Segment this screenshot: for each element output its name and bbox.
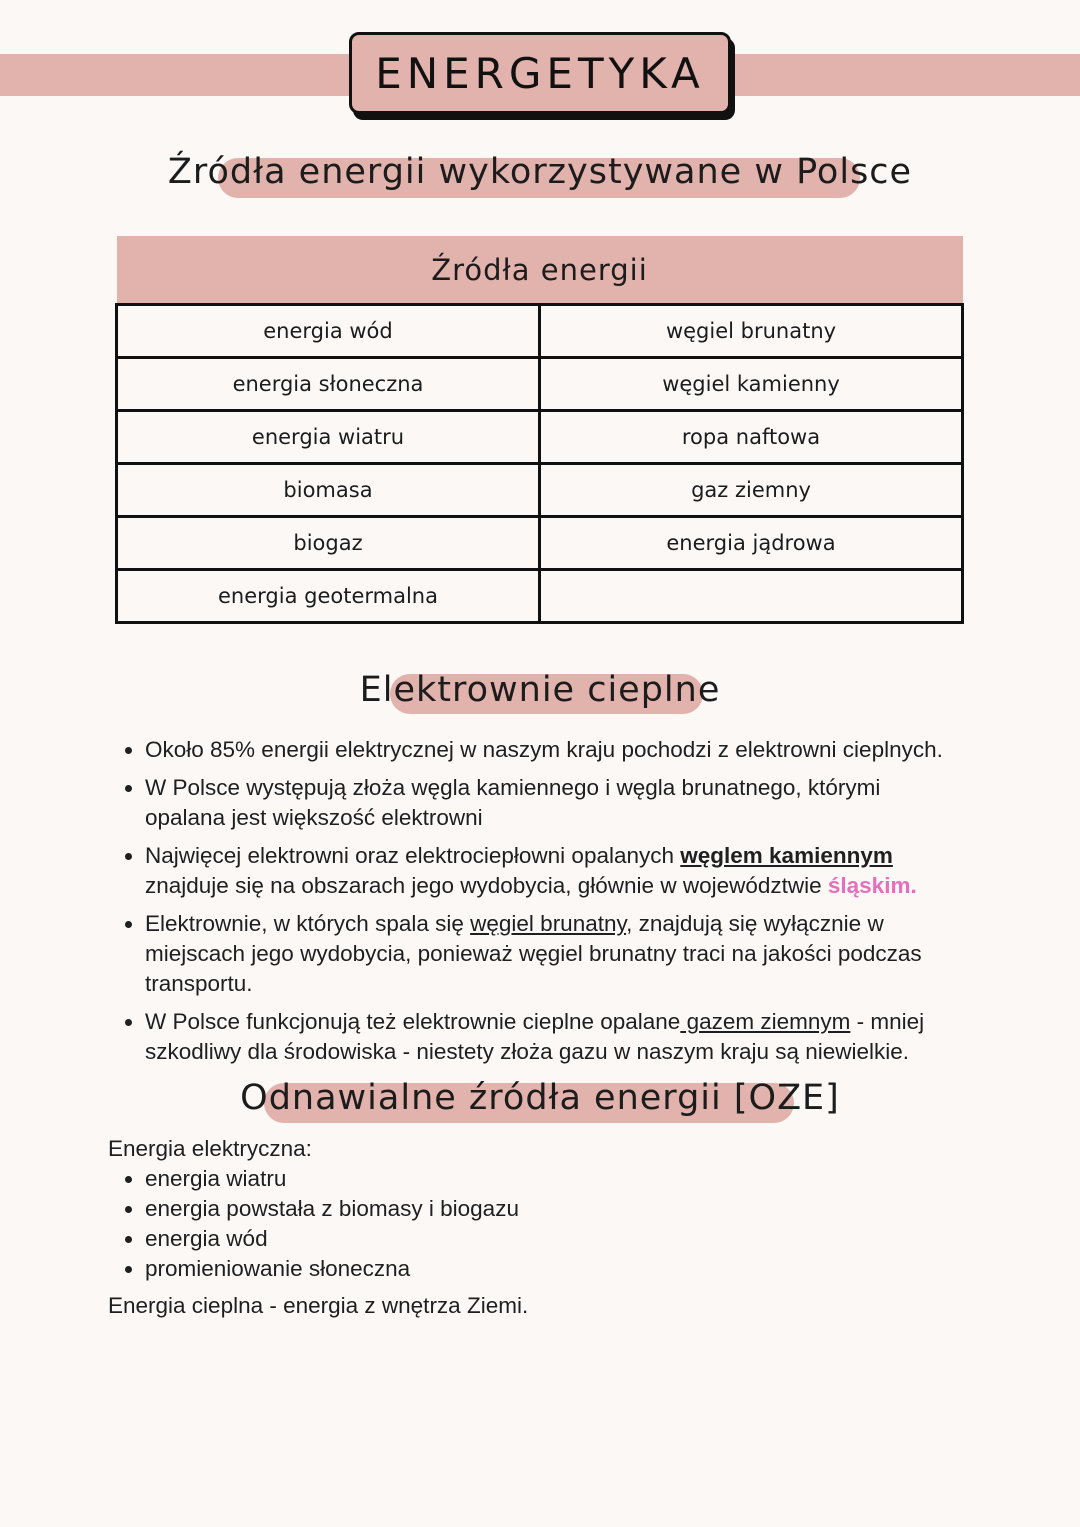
section-heading-thermal [0, 670, 1080, 710]
section-heading-oze [0, 1078, 1080, 1118]
oze-list [108, 1164, 945, 1284]
bullet-text: - mniej szkodliwy dla środowiska - niestety złoża gazu w naszym kraju są niewielkie. [145, 1009, 925, 1064]
table-cell: biogaz [117, 517, 540, 570]
section-heading-thermal-text: Elektrownie cieplne [359, 670, 721, 710]
underlined-term: węgiel brunatny [470, 911, 627, 936]
bullet-text: znajduje się na obszarach jego wydobycia, głównie w województwie [145, 873, 828, 898]
list-item: • energia wiatru [145, 1164, 945, 1194]
bold-underlined-term: węglem kamiennym [680, 843, 893, 868]
table-row [117, 358, 963, 411]
table-row [117, 464, 963, 517]
table-cell: węgiel brunatny [540, 305, 963, 358]
table-cell: gaz ziemny [540, 464, 963, 517]
table-cell: energia wód [117, 305, 540, 358]
bullet-text: Najwięcej elektrowni oraz elektrociepłowni opalanych [145, 843, 681, 868]
table-row [117, 517, 963, 570]
table-header: Źródła energii [117, 236, 963, 305]
list-item [145, 1007, 965, 1067]
list-item [145, 841, 965, 901]
oze-outro: Energia cieplna - energia z wnętrza Ziemi. [108, 1293, 529, 1318]
list-item: • promieniowanie słoneczna [145, 1254, 945, 1284]
underlined-term: gazem ziemnym [680, 1009, 851, 1034]
highlighted-region: śląskim. [827, 873, 917, 898]
table-cell: biomasa [117, 464, 540, 517]
section-heading-oze-text: Odnawialne źródła energii [OZE] [240, 1078, 840, 1118]
table-cell [540, 570, 963, 623]
list-item [145, 909, 965, 999]
list-item: • energia powstała z biomasy i biogazu [145, 1194, 945, 1224]
list-item [145, 735, 965, 765]
thermal-bullet-list [108, 735, 965, 1075]
table-cell: ropa naftowa [540, 411, 963, 464]
page-title: ENERGETYKA [349, 32, 731, 114]
section-heading-sources [0, 152, 1080, 192]
bullet-text: Elektrownie, w których spala się [145, 911, 471, 936]
table-row [117, 305, 963, 358]
table-cell: energia jądrowa [540, 517, 963, 570]
list-item [145, 773, 965, 833]
table-cell: energia wiatru [117, 411, 540, 464]
table-row [117, 570, 963, 623]
oze-intro: Energia elektryczna: [108, 1136, 312, 1161]
bullet-text: W Polsce funkcjonują też elektrownie cieplne opalane [145, 1009, 681, 1034]
list-item: • energia wód [145, 1224, 945, 1254]
bullet-text: Około 85% energii elektrycznej w naszym kraju pochodzi z elektrowni cieplnych. [145, 737, 943, 762]
table-row [117, 411, 963, 464]
table-cell: węgiel kamienny [540, 358, 963, 411]
bullet-text: , znajdują się wyłącznie w miejscach jego wydobycia, ponieważ węgiel brunatny traci na jakości podczas transportu. [145, 911, 922, 996]
section-heading-sources-text: Źródła energii wykorzystywane w Polsce [167, 152, 913, 192]
table-cell: energia słoneczna [117, 358, 540, 411]
bullet-text: W Polsce występują złoża węgla kamiennego i węgla brunatnego, którymi opalana jest większość elektrowni [145, 775, 881, 830]
energy-sources-table [115, 236, 964, 624]
table-cell: energia geotermalna [117, 570, 540, 623]
